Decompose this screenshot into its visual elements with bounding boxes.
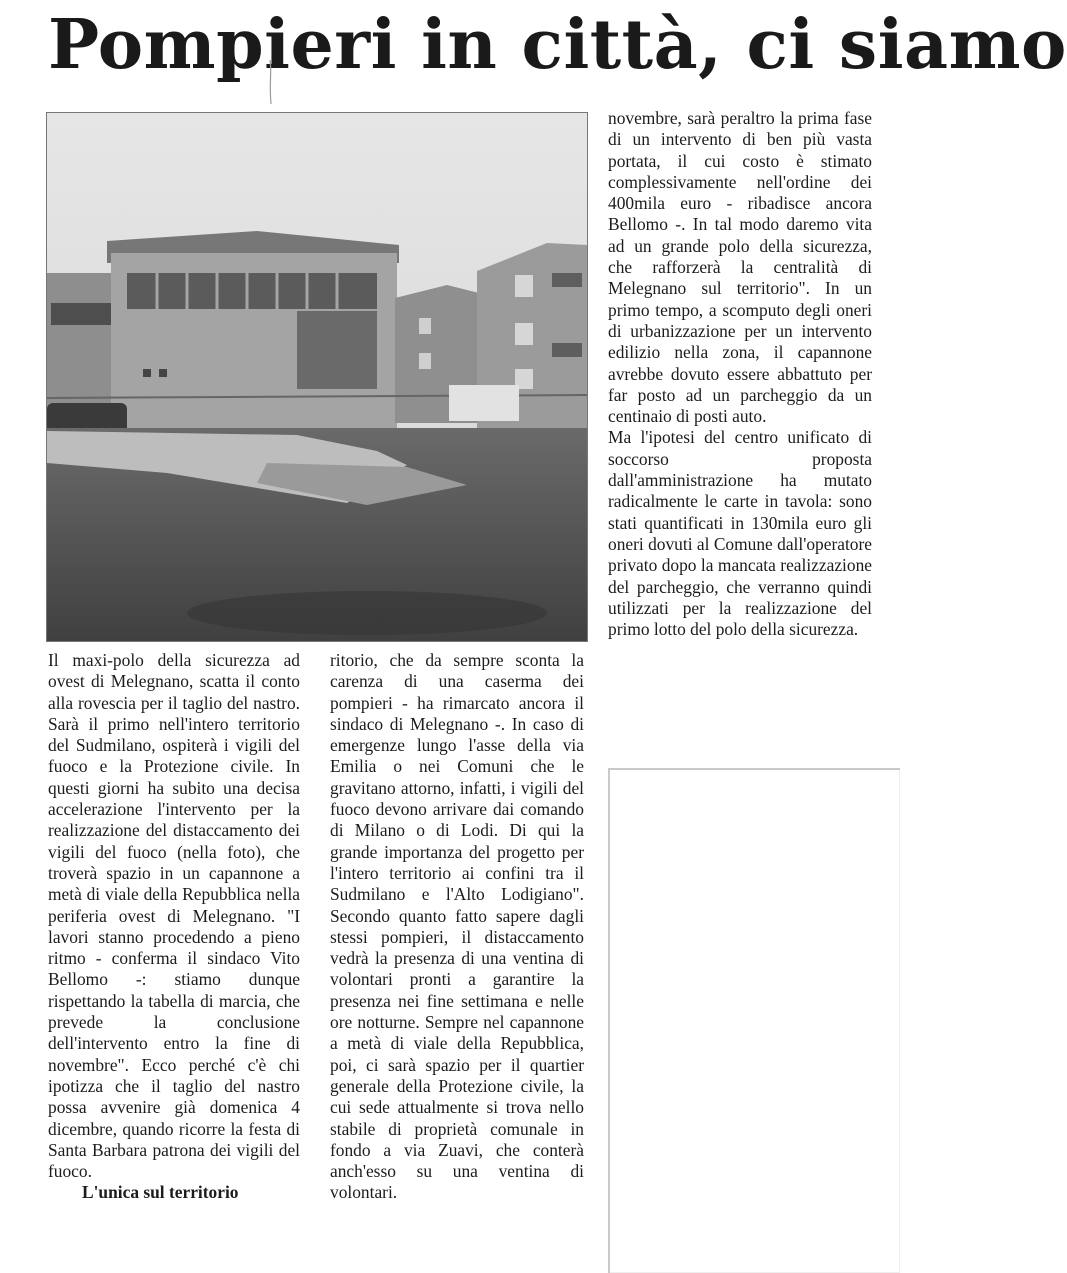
empty-box [608,768,900,1273]
news-photo-fire-station [46,112,588,642]
article-column-2 [330,650,584,1204]
pen-mark [266,60,276,104]
article-column-3 [608,108,872,640]
headline: Pompieri in città, ci siamo [48,5,1067,85]
article-paragraph: Ma l'ipotesi del centro unificato di soccorso proposta dall'amministrazione ha mutato radicalmente le carte in tavola: sono stati quantificati in 130mila euro gli oneri dovuti al Comune dall'operatore privato dopo la mancata realizzazione del parcheggio, che verranno quindi utilizzati per la realizzazione del primo lotto del polo della sicurezza. [608,427,872,640]
article-subheading: L'unica sul territorio [82,1182,239,1203]
article-paragraph: novembre, sarà peraltro la prima fase di un intervento di ben più vasta portata, il cui costo è stimato complessivamente nell'ordine dei 400mila euro - ribadisce ancora Bellomo -. In tal modo daremo vita ad un grande polo della sicurezza, che rafforzerà la centralità di Melegnano sul territorio". In un primo tempo, a scomputo degli oneri di urbanizzazione per un intervento edilizio nella zona, il capannone avrebbe dovuto essere abbattuto per far posto ad un parcheggio da un centinaio di posti auto. [608,108,872,427]
article-paragraph: ritorio, che da sempre sconta la carenza di una caserma dei pompieri - ha rimarcato ancora il sindaco di Melegnano -. In caso di emergenze lungo l'asse della via Emilia o nei Comuni che le gravitano attorno, infatti, i vigili del fuoco devono arrivare dai comando di Milano o di Lodi. Di qui la grande importanza del progetto per l'intero territorio ai confini tra il Sudmilano e l'Alto Lodigiano". Secondo quanto fatto sapere dagli stessi pompieri, il distaccamento vedrà la presenza di una ventina di volontari pronti a garantire la presenza nei fine settimana e nelle ore notturne. Sempre nel capannone a metà di viale della Repubblica, poi, ci sarà spazio per il quartier generale della Protezione civile, la cui sede attualmente si trova nello stabile di proprietà comunale in fondo a via Zuavi, che conterà anch'esso su una ventina di volontari. [330,650,584,1203]
article-column-1 [48,650,300,1204]
article-paragraph: Il maxi-polo della sicurezza ad ovest di Melegnano, scatta il conto alla rovescia per il taglio del nastro. Sarà il primo nell'intero territorio del Sudmilano, ospiterà i vigili del fuoco e la Protezione civile. In questi giorni ha subito una decisa accelerazione l'intervento per la realizzazione del distaccamento dei vigili del fuoco (nella foto), che troverà spazio in un capannone a metà di viale della Repubblica nella periferia ovest di Melegnano. "I lavori stanno procedendo a pieno ritmo - conferma il sindaco Vito Bellomo -: stiamo dunque rispettando la tabella di marcia, che prevede la conclusione dell'intervento entro la fine di novembre". Ecco perché c'è chi ipotizza che il taglio del nastro possa avvenire già domenica 4 dicembre, quando ricorre la festa di Santa Barbara patrona dei vigili del fuoco. [48,650,300,1182]
